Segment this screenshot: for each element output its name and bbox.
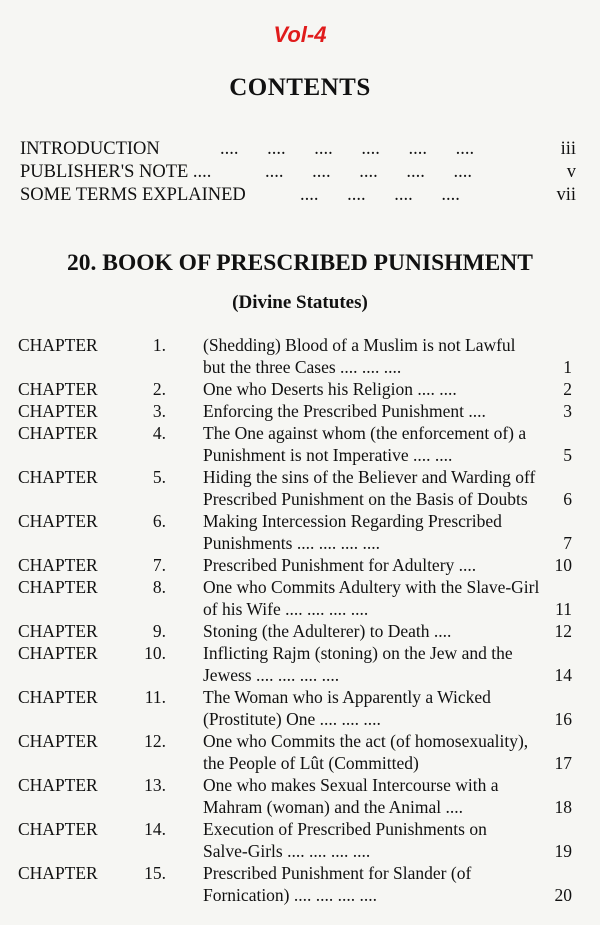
chapter-number: 14. [144,819,166,839]
chapter-list [0,334,600,906]
chapter-row [0,576,600,620]
chapter-page: 20 [554,885,572,905]
chapter-page: 14 [554,665,572,685]
chapter-label: CHAPTER [18,401,98,421]
chapter-title-line: Hiding the sins of the Believer and Warding off [203,467,536,487]
front-matter-page: vii [556,185,576,205]
chapter-title-line: Punishment is not Imperative .... .... [203,445,453,465]
chapter-row [0,818,600,862]
chapter-page: 5 [563,445,572,465]
chapter-page: 1 [563,357,572,377]
chapter-label: CHAPTER [18,511,98,531]
chapter-row [0,686,600,730]
chapter-label: CHAPTER [18,731,98,751]
chapter-page: 12 [554,621,572,641]
chapter-label: CHAPTER [18,687,98,707]
chapter-page: 11 [555,599,572,619]
chapter-title-line: Enforcing the Prescribed Punishment .... [203,401,486,421]
chapter-number: 9. [152,621,166,641]
chapter-page: 18 [554,797,572,817]
chapter-title-line: (Prostitute) One .... .... .... [203,709,381,729]
front-matter-page: iii [560,139,576,159]
chapter-title-line: Inflicting Rajm (stoning) on the Jew and the [203,643,513,663]
chapter-number: 3. [152,401,166,421]
volume-label: Vol-4 [273,22,327,47]
chapter-title [203,642,533,686]
chapter-title-line: One who Deserts his Religion .... .... [203,379,457,399]
chapter-number: 6. [152,511,166,531]
chapter-row [0,862,600,906]
chapter-title [203,334,533,378]
front-matter-title: PUBLISHER'S NOTE .... [20,162,212,182]
chapter-page: 3 [563,401,572,421]
leader-dots: .... .... .... .... .... [265,162,472,182]
front-matter-title: INTRODUCTION [20,139,160,159]
chapter-row [0,334,600,378]
chapter-number: 7. [152,555,166,575]
chapter-title [203,730,533,774]
front-matter-list [20,138,576,207]
chapter-row [0,774,600,818]
chapter-title-line: Stoning (the Adulterer) to Death .... [203,621,452,641]
chapter-number: 15. [144,863,166,883]
chapter-title-line: of his Wife .... .... .... .... [203,599,369,619]
chapter-title [203,422,533,466]
chapter-label: CHAPTER [18,335,98,355]
chapter-row [0,620,600,642]
chapter-label: CHAPTER [18,643,98,663]
chapter-label: CHAPTER [18,555,98,575]
chapter-page: 19 [554,841,572,861]
chapter-row [0,466,600,510]
front-matter-title: SOME TERMS EXPLAINED [20,185,246,205]
chapter-number: 1. [152,335,166,355]
chapter-label: CHAPTER [18,423,98,443]
chapter-title-line: Prescribed Punishment for Slander (of [203,863,472,883]
chapter-label: CHAPTER [18,775,98,795]
chapter-page: 10 [554,555,572,575]
chapter-title [203,466,536,510]
chapter-page: 17 [554,753,572,773]
chapter-title-line: The Woman who is Apparently a Wicked [203,687,491,707]
chapter-title [203,400,533,422]
chapter-number: 5. [152,467,166,487]
chapter-title-line: Punishments .... .... .... .... [203,533,380,553]
chapter-title-line: Jewess .... .... .... .... [203,665,340,685]
front-matter-row-introduction [20,138,576,161]
chapter-title-line: One who makes Sexual Intercourse with a [203,775,499,795]
chapter-title-line: (Shedding) Blood of a Muslim is not Lawful [203,335,516,355]
chapter-title [203,620,533,642]
chapter-row [0,510,600,554]
front-matter-row-publishers-note [20,161,576,184]
chapter-number: 4. [152,423,166,443]
chapter-title [203,686,533,730]
chapter-title-line: the People of Lût (Committed) [203,753,419,773]
chapter-title [203,510,533,554]
chapter-row [0,554,600,576]
leader-dots: .... .... .... .... [300,185,460,205]
chapter-page: 6 [563,489,572,509]
chapter-title-line: Mahram (woman) and the Animal .... [203,797,464,817]
chapter-title-line: but the three Cases .... .... .... [203,357,402,377]
chapter-row [0,378,600,400]
chapter-row [0,642,600,686]
chapter-number: 11. [144,687,166,707]
chapter-title-line: Fornication) .... .... .... .... [203,885,378,905]
chapter-number: 12. [144,731,166,751]
chapter-title [203,576,540,620]
chapter-number: 2. [152,379,166,399]
chapter-page: 7 [563,533,572,553]
chapter-title-line: Execution of Prescribed Punishments on [203,819,487,839]
chapter-title [203,818,533,862]
chapter-row [0,422,600,466]
chapter-page: 16 [554,709,572,729]
chapter-title-line: Salve-Girls .... .... .... .... [203,841,371,861]
chapter-title-line: One who Commits Adultery with the Slave-Girl [203,577,540,597]
chapter-row [0,730,600,774]
chapter-title-line: The One against whom (the enforcement of) a [203,423,527,443]
chapter-title-line: Prescribed Punishment on the Basis of Doubts [203,489,528,509]
chapter-title [203,774,533,818]
book-subtitle: (Divine Statutes) [232,292,368,313]
chapter-title [203,378,533,400]
contents-title: CONTENTS [229,74,371,101]
chapter-title [203,862,533,906]
chapter-number: 13. [144,775,166,795]
chapter-label: CHAPTER [18,621,98,641]
front-matter-page: v [566,162,576,182]
book-title: 20. BOOK OF PRESCRIBED PUNISHMENT [67,250,533,276]
front-matter-row-terms-explained [20,184,576,207]
chapter-title [203,554,533,576]
chapter-number: 10. [144,643,166,663]
chapter-label: CHAPTER [18,819,98,839]
chapter-label: CHAPTER [18,467,98,487]
leader-dots: .... .... .... .... .... .... [220,139,475,159]
chapter-title-line: One who Commits the act (of homosexuality), [203,731,529,751]
chapter-label: CHAPTER [18,863,98,883]
chapter-title-line: Prescribed Punishment for Adultery .... [203,555,477,575]
chapter-title-line: Making Intercession Regarding Prescribed [203,511,502,531]
chapter-label: CHAPTER [18,577,98,597]
chapter-label: CHAPTER [18,379,98,399]
chapter-number: 8. [152,577,166,597]
chapter-row [0,400,600,422]
chapter-page: 2 [563,379,572,399]
